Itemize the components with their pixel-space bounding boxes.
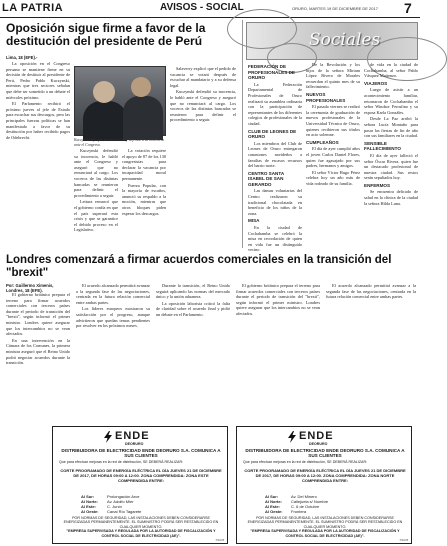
ad-body: CORTE PROGRAMADO DE ENERGÍA ELÉCTRICA EL DÍA JUEVES 21 DE DICIEMBRE DE 2017, DE HORAS 09:00 A 12:00. ZONA COMPRENDIDA: ZONA ESTE COMPRENDIDA ENTRE: xyxy=(60,468,222,483)
paragraph: La oposición en el Congreso peruano se mantiene firme en su decisión de destituir al presidente de Perú, Pedro Pablo Kuczynski, mientras que tres sectores señalan que debe ser sometido a un debate el miércoles próximo. xyxy=(6,61,70,100)
ende-logo: ENDE xyxy=(115,430,150,442)
article-2-column-4 xyxy=(236,283,320,421)
subhead: CLUB DE LEONES DE ORURO xyxy=(248,128,297,140)
article-2-column-2 xyxy=(76,283,150,421)
ad-zone-row: Al Sur: Prolongación Arce xyxy=(81,494,140,499)
page-number: 7 xyxy=(404,0,412,16)
ad-footer-safety: POR NORMAS DE SEGURIDAD, LAS INSTALACIONES DEBEN CONSIDERARSE ENERGIZADAS PERMANENTEMENTE. EL SUMINISTRO PODRÁ SER RESTABLECIDO EN CUALQUIER MOMENTO. xyxy=(63,516,219,529)
subhead: FEDERACIÓN DE PROFESIONALES DE ORURO xyxy=(248,64,295,81)
ad-zone-row: Al Este: C. 6 de Octubre xyxy=(265,504,320,509)
paragraph: Los miembros del Club de Leones de Oruro entregaron canastones navideños a familias de escasos recursos del barrio norte. xyxy=(248,140,302,169)
paragraph: Se encuentra delicado de salud en la clínica de la ciudad la señora Hilda Luna. xyxy=(364,189,418,206)
sociales-title: Sociales xyxy=(309,30,381,50)
sociales-column-3 xyxy=(364,62,418,248)
ad-zone-row: Al Este: C. Junín xyxy=(81,504,122,509)
article-1-headline: Oposición sigue firme a favor de la destitución del presidente de Perú xyxy=(6,21,206,49)
ad-title: DISTRIBUIDORA DE ELECTRICIDAD ENDE DEORURO S.A. COMUNICA A SUS CLIENTES xyxy=(245,448,405,459)
paragraph: En la ciudad de Cochabamba se celebró la misa en recordación de quien en vida fue un distinguido vecino. xyxy=(248,225,302,253)
article-1-column-2 xyxy=(74,148,118,247)
article-2-column-5 xyxy=(326,283,416,421)
ad-reference: 7/0-F8 xyxy=(215,538,224,542)
subhead: VIAJEROS xyxy=(364,80,388,86)
photo-caption: Kuczynski dijo que no renunciará y defenderá su inocencia ante el Congreso. xyxy=(74,138,164,147)
masthead xyxy=(0,0,420,18)
lightning-bolt-icon xyxy=(287,431,297,443)
ende-notice-ad xyxy=(236,426,412,544)
ad-zone-row: Al Oeste: Frontera xyxy=(265,509,307,514)
paragraph: El gobierno británico prepara el terreno para firmar acuerdos comerciales con terceros países durante el periodo de transición del "brexit", según informó el primer ministro. Londres quiere asegurar que los intercambios no se vean afectados. xyxy=(236,283,320,316)
paragraph: Los líderes europeos mostraron su satisfacción por el progreso, aunque advirtieron que quedan temas pendientes por resolver en los próximos meses. xyxy=(76,306,150,329)
ad-footer xyxy=(243,516,407,538)
ende-logo: ENDE xyxy=(299,430,334,442)
article-1-column-4 xyxy=(170,66,236,247)
column-divider xyxy=(242,20,243,248)
paragraph: El gobierno británico prepara el terreno para firmar acuerdos comerciales con terceros países durante el periodo de transición del "brexit", según informó el primer ministro. Londres quiere asegurar que los intercambios no se vean afectados. xyxy=(6,292,70,337)
paragraph: Kuczynski defendió su inocencia, le habló ante el Congreso y aseguró que no renunciará al cargo. Los voceros de las distintas bancadas se reunieron para definir el procedimiento a seguir. xyxy=(74,148,118,198)
ad-title: DISTRIBUIDORA DE ELECTRICIDAD ENDE DEORURO S.A. COMUNICA A SUS CLIENTES xyxy=(61,448,221,459)
paragraph: Las damas voluntarias del Centro realizaron su tradicional chocolatada en beneficio de los niños de la zona. xyxy=(248,188,302,216)
article-2-headline: Londres comenzará a firmar acuerdos comerciales en la transición del "brexit" xyxy=(6,254,392,279)
ad-notice: Que para efectuar mejoras en la red de distribución, SE DEBERÁ REALIZAR: xyxy=(59,460,184,464)
ende-logo-sub: DEORURO xyxy=(309,442,328,446)
ad-zone-row: Al Norte: Av. Adolfo Mier xyxy=(81,499,134,504)
article-1-column-1 xyxy=(6,61,70,247)
ad-body: CORTE PROGRAMADO DE ENERGÍA ELÉCTRICA EL DÍA JUEVES 21 DE DICIEMBRE DE 2017, DE HORAS 09:00 A 12:00. ZONA COMPRENDIDA: ZONA NORTE COMPRENDIDA ENTRE: xyxy=(244,468,406,483)
subhead: MISA xyxy=(248,218,260,224)
paragraph: El día de ayer cumplió años el joven Carlos Daniel Flores, quien fue agasajado por sus padres, hermanos y amigos. xyxy=(306,146,360,169)
paragraph: Desde La Paz arribó la señora Lucía Montaño para pasar las fiestas de fin de año con sus familiares en la ciudad. xyxy=(364,116,418,139)
section-name: AVISOS - SOCIAL xyxy=(160,2,244,13)
paragraph: De la Revolución y los hijos de la señora Miriam López Rivero de Morales recuerdan el quinto mes de su fallecimiento. xyxy=(306,62,360,90)
paragraph: El Parlamento recibirá el próximo jueves al jefe de Estado para escuchar sus descargos, pero las principales fuerzas políticas se han manifestado a favor de su destitución por haber recibido pagos de Odebrecht. xyxy=(6,101,70,140)
article-2-byline: Por: Guillermo Ximenis, Londres, 18 (EFE). xyxy=(6,283,54,293)
article-2-column-3 xyxy=(156,283,230,421)
paragraph: La votación requiere el apoyo de 87 de los 130 congresistas para declarar la vacancia por incapacidad moral permanente. xyxy=(122,148,166,181)
ad-zone-row: Al Norte: Callejuela s/ Nombre xyxy=(265,499,329,504)
ad-zone-list xyxy=(81,494,211,514)
subhead: CENTRO SANTA ISABEL DE SAN GERARDO xyxy=(248,170,284,187)
ad-zone-row: Al Oeste: Canal Río Tagarete xyxy=(81,509,142,514)
ad-zone-row: Al Sur: Av. Del Minero xyxy=(265,494,317,499)
ad-notice: Que para efectuar mejoras en la red de distribución, SE DEBERÁ REALIZAR: xyxy=(243,460,368,464)
lightning-bolt-icon xyxy=(103,431,113,443)
article-1-column-3-lower xyxy=(122,148,166,247)
sociales-column-1 xyxy=(248,62,302,253)
sociales-column-2 xyxy=(306,62,360,248)
paragraph: Kuczynski defendió su inocencia, le habló ante el Congreso y aseguró que no renunciará al cargo. Los voceros de las distintas bancadas se reunieron para definir el procedimiento a seguir. xyxy=(170,89,236,123)
sociales-banner xyxy=(246,22,418,60)
paragraph: Luego de asistir a un acontecimiento familiar, retornaron de Cochabamba el señor Windsor Ferrufino y su esposa Karla Gonzáles. xyxy=(364,87,418,115)
paper-name: LA PATRIA xyxy=(2,2,64,14)
ad-zone-list xyxy=(265,494,395,514)
paragraph: de vida en la ciudad de Cochabamba, al señor Pablo Vásquez Mattenzo. xyxy=(364,62,418,79)
ad-reference: 7/0-F8 xyxy=(399,538,408,542)
subhead: SENSIBLE FALLECIMIENTO xyxy=(364,140,401,152)
subhead: ENFERMOS xyxy=(364,182,391,188)
date-line: ORURO, MARTES 19 DE DICIEMBRE DE 2017 xyxy=(292,6,378,11)
ende-notice-ad xyxy=(52,426,228,544)
paragraph: El día de ayer falleció el señor Óscar Rivera, quien fue un destacado profesional de nuestra ciudad. Sus restos serán sepultados hoy. xyxy=(364,152,418,181)
paragraph: En una intervención en la Cámara de los Comunes, la primera ministra aseguró que el Reino Unido podrá negociar acuerdos durante la transición. xyxy=(6,337,70,366)
paragraph: Salaverry explicó que el pedido de vacancia se votará después de escuchar al mandatario y a su defensa legal. xyxy=(170,66,236,88)
subhead: CUMPLEAÑOS xyxy=(306,139,339,145)
ad-footer xyxy=(59,516,223,538)
paragraph: La oposición laborista criticó la falta de claridad sobre el acuerdo final y pidió un debate en el Parlamento. xyxy=(156,300,230,317)
article-1-photo xyxy=(74,66,166,136)
paragraph: El acuerdo alcanzado permitirá avanzar a la segunda fase de las negociaciones, centrada en la futura relación comercial entre ambas partes. xyxy=(76,283,150,305)
paragraph: Durante la transición, el Reino Unido seguirá aplicando las normas del mercado único y la unión aduanera. xyxy=(156,283,230,300)
paragraph: El pasado viernes se realizó la ceremonia de graduación de nuevos profesionales de la Universidad Técnica de Oruro, quienes recibieron sus títulos en acto solemne. xyxy=(306,104,360,138)
ad-footer-regulator: "EMPRESA SUPERVISADA Y REGULADA POR LA AUTORIDAD DE FISCALIZACIÓN Y CONTROL SOCIAL DE ELECTRICIDAD (AE)". xyxy=(250,529,400,538)
ad-footer-safety: POR NORMAS DE SEGURIDAD, LAS INSTALACIONES DEBEN CONSIDERARSE ENERGIZADAS PERMANENTEMENTE. EL SUMINISTRO PODRÁ SER RESTABLECIDO EN CUALQUIER MOMENTO. xyxy=(247,516,403,529)
article-1-byline: Lima, 18 (EFE).- xyxy=(6,55,38,60)
paragraph: Fuerza Popular, con la mayoría de escaños, anunció su respaldo a la moción, mientras que otros bloques piden esperar los descargos. xyxy=(122,182,166,216)
ende-logo-sub: DEORURO xyxy=(125,442,144,446)
subhead: NUEVOS PROFESIONALES xyxy=(306,91,346,103)
paragraph: Lettura remarcó que el gobierno confía en que el país superará esta crisis y que se garantice el debido proceso en el Legislativo. xyxy=(74,199,118,233)
ad-footer-regulator: "EMPRESA SUPERVISADA Y REGULADA POR LA AUTORIDAD DE FISCALIZACIÓN Y CONTROL SOCIAL DE ELECTRICIDAD (AE)". xyxy=(66,529,216,538)
paragraph: La Federación Departamental de Profesionales de Oruro realizará su asamblea ordinaria con la participación de representantes de los diferentes colegios de profesionales de la ciudad. xyxy=(248,81,302,126)
paragraph: El acuerdo alcanzado permitirá avanzar a la segunda fase de las negociaciones, centrada en la futura relación comercial entre ambas partes. xyxy=(326,283,416,300)
paragraph: El señor Víctor Hugo Pérez celebra hoy un año más de vida rodeado de su familia. xyxy=(306,169,360,186)
